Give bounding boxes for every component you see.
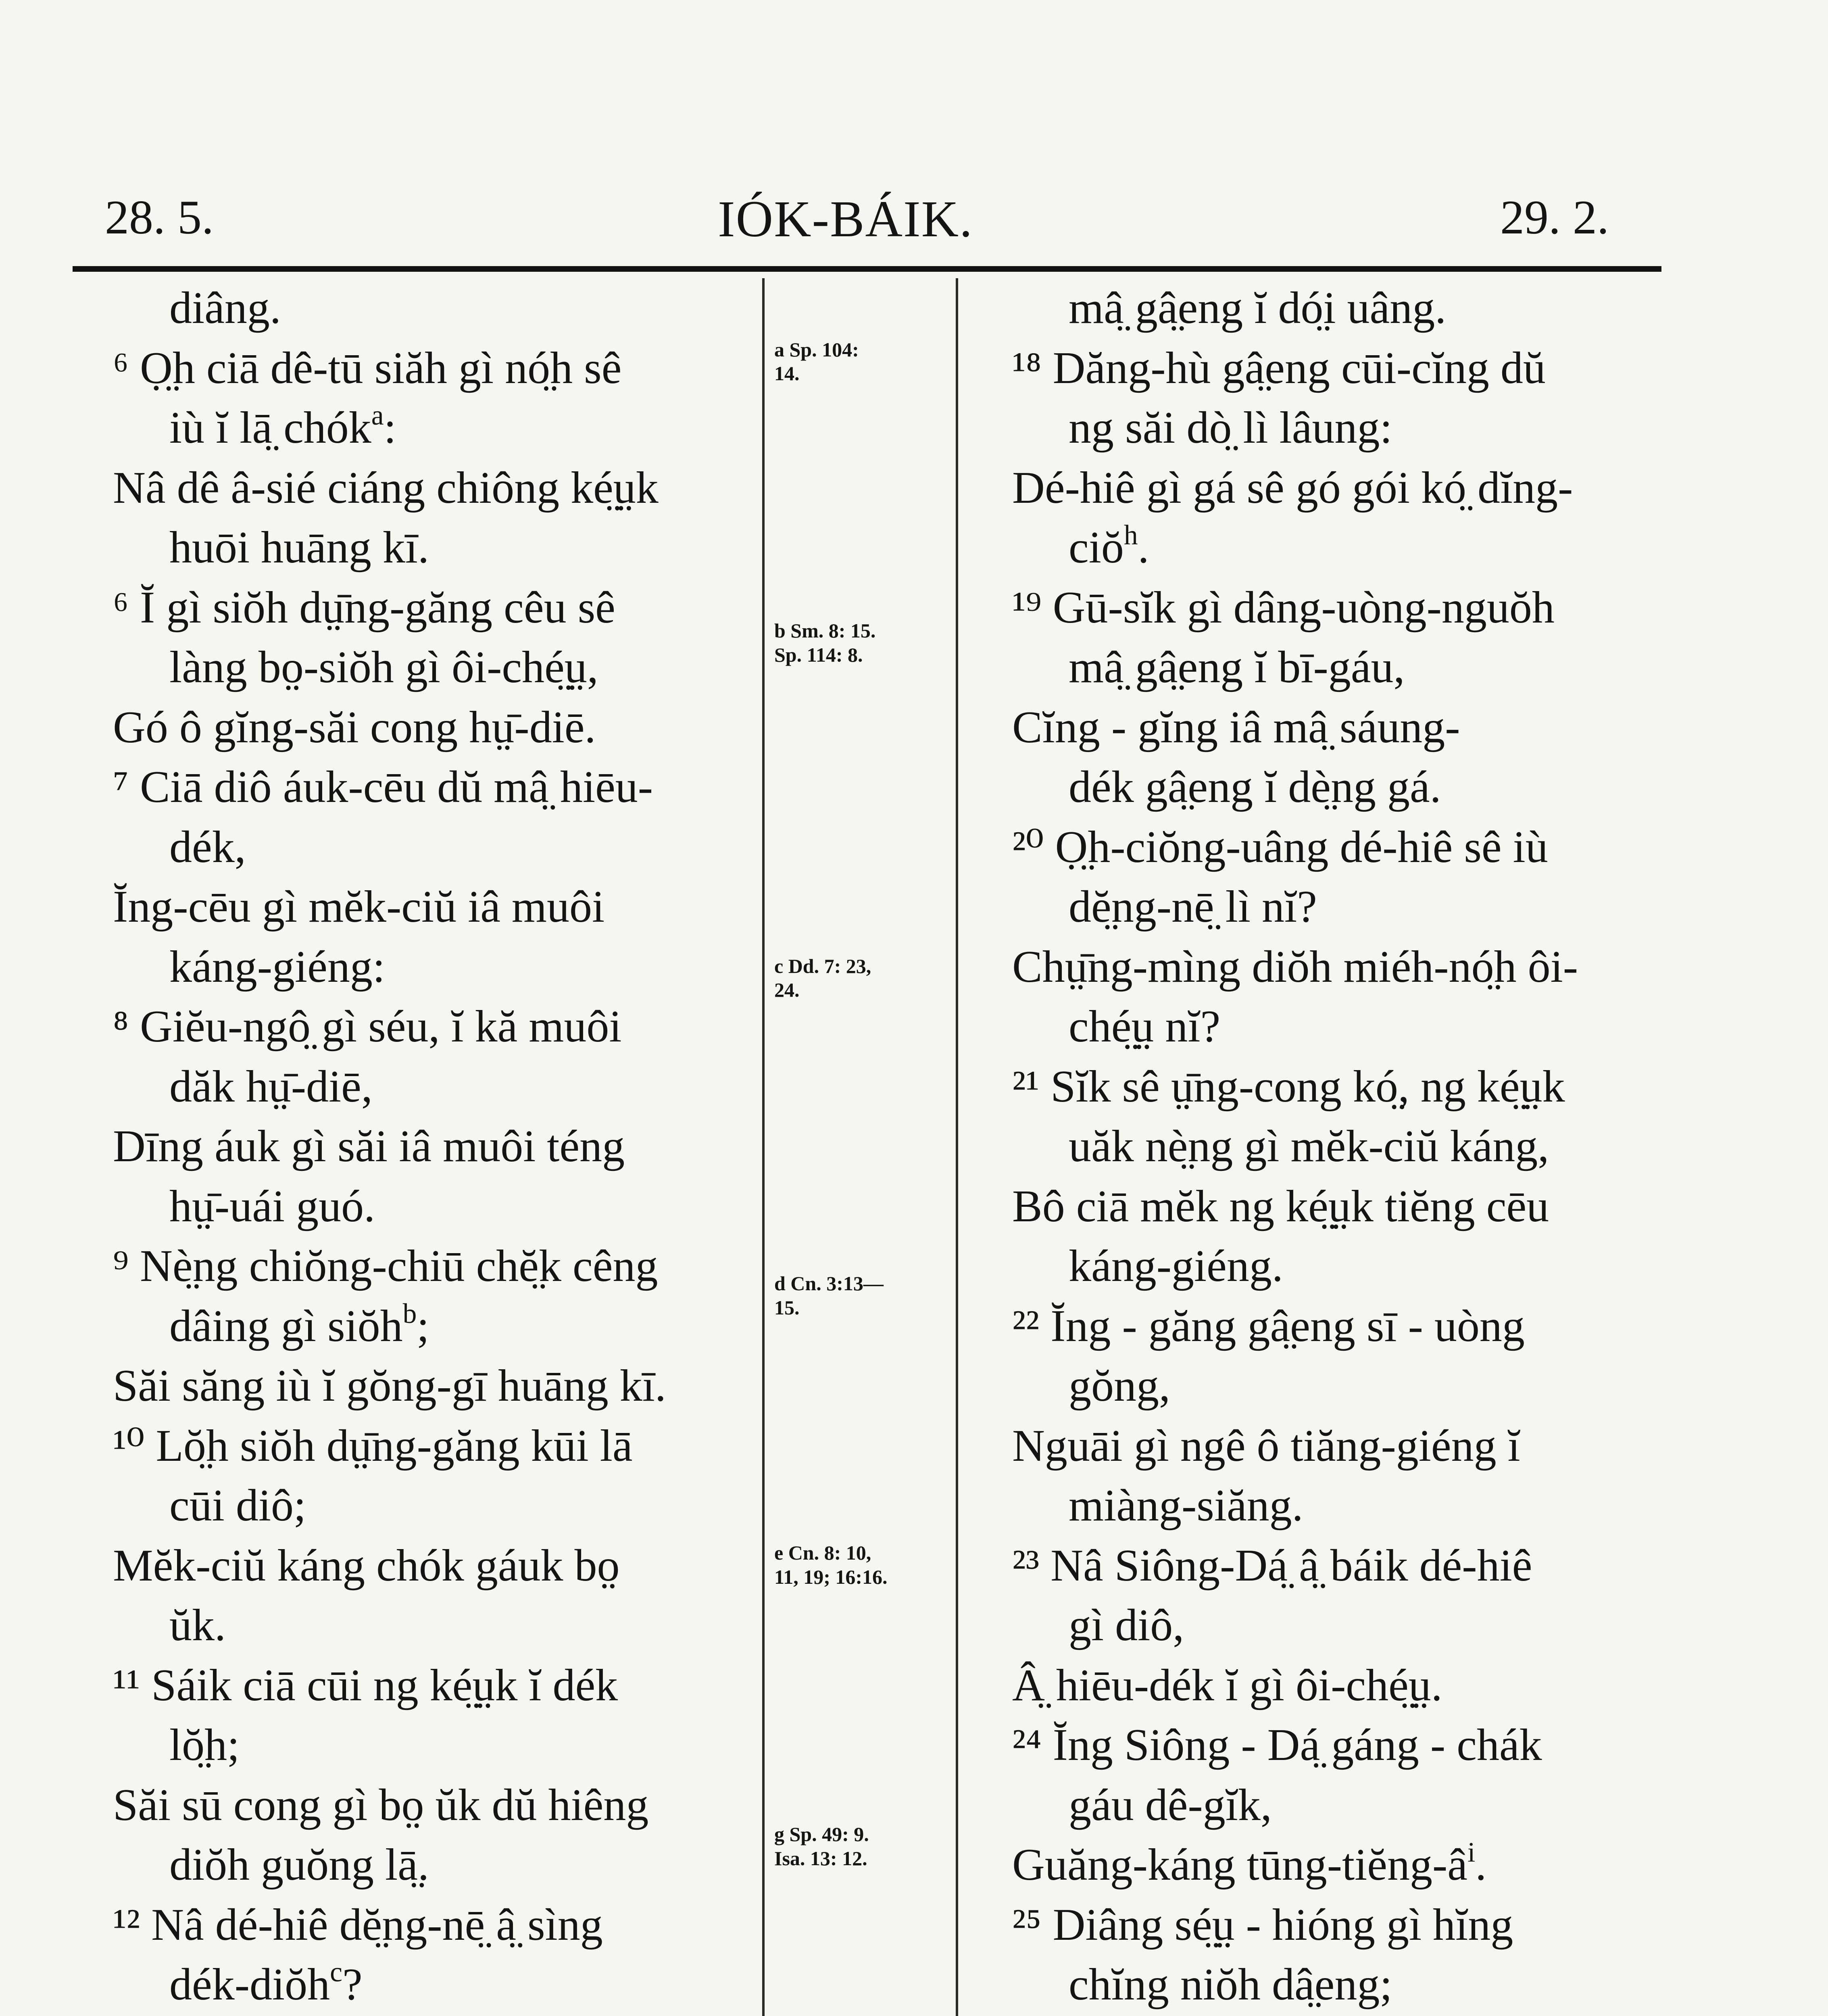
verse-text: ⁶ Ĭ gì siŏh dṳ̄ng-găng cêu sê <box>113 582 615 633</box>
left-column-line <box>113 398 766 458</box>
verse-text: ²⁰ Ọ̤h-ciŏng-uâng dé-hiê sê iù <box>1012 822 1548 872</box>
left-column-line <box>113 578 766 638</box>
right-column-line <box>1012 1775 1674 1835</box>
cross-reference: b Sm. 8: 15. <box>774 619 876 642</box>
verse-text: huōi huāng kī. <box>169 523 429 573</box>
right-column-line <box>1012 458 1674 518</box>
cross-reference: a Sp. 104: <box>774 338 859 361</box>
verse-text: gáu dê-gĭk, <box>1069 1780 1272 1830</box>
right-column-line <box>1012 1715 1674 1775</box>
footnote-marker: h <box>1123 519 1138 551</box>
verse-text: ⁸ Giĕu-ngô̤ gì séu, ĭ kă muôi <box>113 1002 622 1052</box>
left-text-column <box>113 278 766 2016</box>
verse-text: ¹¹ Sáik ciā cūi ng ké̤ṳk ĭ dék <box>113 1660 618 1710</box>
cross-reference: 15. <box>774 1296 800 1319</box>
verse-text: ¹⁸ Dăng-hù gâ̤eng cūi-cĭng dŭ <box>1012 343 1546 393</box>
left-column-line <box>113 1955 766 2015</box>
right-column-line <box>1012 338 1674 398</box>
verse-text: ²⁵ Diâng sé̤ṳ - hióng gì hĭng <box>1012 1899 1513 1950</box>
cross-reference: Isa. 13: 12. <box>774 1847 867 1870</box>
right-column-line <box>1012 1476 1674 1536</box>
left-column-line <box>113 1116 766 1177</box>
right-column-line <box>1012 1536 1674 1596</box>
right-column-line <box>1012 817 1674 877</box>
verse-text: ŭk. <box>169 1600 226 1650</box>
verse-text: ⁶ Ọ̤h ciā dê-tū siăh gì nó̤h sê <box>113 343 622 393</box>
verse-text: ¹² Nâ dé-hiê dĕ̤ng-nē̤ â̤ sìng <box>113 1899 603 1950</box>
verse-text-tail: . <box>1138 523 1149 573</box>
verse-text: hṳ̄-uái guó. <box>169 1181 375 1231</box>
verse-text: dék gâ̤eng ĭ dè̤ng gá. <box>1069 762 1441 812</box>
verse-text-tail: ; <box>417 1301 429 1351</box>
verse-text: dâing gì siŏh <box>169 1301 403 1351</box>
verse-text: mâ̤ gâ̤eng ĭ dó̤i uâng. <box>1069 283 1447 333</box>
right-column-line <box>1012 578 1674 638</box>
left-column-line <box>113 1835 766 1895</box>
running-head-left-reference: 28. 5. <box>105 190 214 244</box>
left-column-line <box>113 698 766 758</box>
footnote-marker: c <box>330 1956 342 1988</box>
verse-text-tail: : <box>384 403 396 453</box>
right-text-column <box>1012 278 1674 2016</box>
verse-text: uăk nè̤ng gì mĕk-ciŭ káng, <box>1069 1121 1549 1171</box>
left-column-line <box>113 458 766 518</box>
verse-text: ²² Ĭng - găng gâ̤eng sī - uòng <box>1012 1301 1525 1351</box>
verse-text: iù ĭ lā̤ chók <box>169 403 371 453</box>
left-column-line <box>113 1595 766 1656</box>
verse-text: Nguāi gì ngê ô tiăng-giéng ĭ <box>1012 1420 1520 1471</box>
verse-text: Dīng áuk gì săi iâ muôi téng <box>113 1121 625 1171</box>
verse-text: ¹⁹ Gū-sĭk gì dâng-uòng-nguŏh <box>1012 582 1555 633</box>
right-column-line <box>1012 1236 1674 1296</box>
right-column-line <box>1012 1895 1674 1955</box>
right-column-line <box>1012 1835 1674 1895</box>
verse-text: káng-giéng. <box>1069 1241 1283 1291</box>
left-column-line <box>113 1177 766 1237</box>
left-column-line <box>113 1775 766 1835</box>
verse-text: gì diô, <box>1069 1600 1184 1650</box>
left-column-line <box>113 1416 766 1476</box>
left-column-line <box>113 1715 766 1775</box>
left-column-line <box>113 2015 766 2016</box>
running-head-right-reference: 29. 2. <box>1500 190 1609 244</box>
verse-text: ⁷ Ciā diô áuk-cēu dŭ mâ̤ hiēu- <box>113 762 653 812</box>
right-column-line <box>1012 937 1674 997</box>
running-head-book-title: IÓK-BÁIK. <box>718 190 973 248</box>
left-column-line <box>113 518 766 578</box>
right-column-line <box>1012 518 1674 578</box>
right-column-line <box>1012 1356 1674 1416</box>
verse-text: lŏ̤h; <box>169 1720 240 1770</box>
footnote-marker: a <box>371 400 384 431</box>
right-column-line <box>1012 1296 1674 1356</box>
header-rule <box>73 266 1661 272</box>
right-column-line <box>1012 637 1674 698</box>
cross-reference: 24. <box>774 979 800 1001</box>
verse-text: dĕ̤ng-nē̤ lì nĭ? <box>1069 882 1317 932</box>
right-column-line <box>1012 757 1674 817</box>
left-column-line <box>113 757 766 817</box>
verse-text-tail: . <box>1475 1840 1487 1890</box>
cross-reference: g Sp. 49: 9. <box>774 1823 869 1845</box>
left-column-line <box>113 1296 766 1356</box>
verse-text: Gó ô gĭng-săi cong hṳ̄-diē. <box>113 702 596 752</box>
verse-text: Bô ciā mĕk ng ké̤ṳk tiĕng cēu <box>1012 1181 1549 1231</box>
verse-text: chĭng niŏh dâ̤eng; <box>1069 1960 1392 2010</box>
verse-text: ché̤ṳ nĭ? <box>1069 1002 1221 1052</box>
verse-text: Â̤ hiēu-dék ĭ gì ôi-ché̤ṳ. <box>1012 1660 1442 1710</box>
cross-reference: c Dd. 7: 23, <box>774 955 871 977</box>
verse-text: Dé-hiê gì gá sê gó gói kó̤ dĭng- <box>1012 462 1573 513</box>
right-column-line <box>1012 698 1674 758</box>
left-column-line <box>113 1895 766 1955</box>
verse-text: ²¹ Sĭk sê ṳ̄ng-cong kó̤, ng ké̤ṳk <box>1012 1061 1565 1112</box>
verse-text: Cĭng - gĭng iâ mâ̤ sáung- <box>1012 702 1460 752</box>
verse-text: Săi săng iù ĭ gŏng-gī huāng kī. <box>113 1361 666 1411</box>
right-column-line <box>1012 1057 1674 1117</box>
left-column-line <box>113 278 766 338</box>
cross-reference: Sp. 114: 8. <box>774 644 863 666</box>
right-column-line <box>1012 1955 1674 2015</box>
left-column-line <box>113 1236 766 1296</box>
left-column-line <box>113 997 766 1057</box>
right-column-line <box>1012 398 1674 458</box>
column-divider-left <box>762 278 765 2016</box>
left-column-line <box>113 1057 766 1117</box>
verse-text: Guăng-káng tūng-tiĕng-â <box>1012 1840 1467 1890</box>
verse-text: diŏh guŏng lā̤. <box>169 1840 429 1890</box>
verse-text: Mĕk-ciŭ káng chók gáuk bo̤̤ <box>113 1540 620 1591</box>
left-column-line <box>113 937 766 997</box>
cross-reference: 14. <box>774 362 800 385</box>
left-column-line <box>113 1536 766 1596</box>
right-column-line <box>1012 877 1674 937</box>
right-column-line <box>1012 278 1674 338</box>
left-column-line <box>113 1476 766 1536</box>
verse-text: dăk hṳ̄-diē, <box>169 1061 373 1112</box>
verse-text: làng bo̤̤-siŏh gì ôi-ché̤ṳ, <box>169 642 598 692</box>
verse-text: gŏng, <box>1069 1361 1170 1411</box>
verse-text: ²⁴ Ĭng Siông - Dá̤ gáng - chák <box>1012 1720 1542 1770</box>
right-column-line <box>1012 2015 1674 2016</box>
left-column-line <box>113 338 766 398</box>
footnote-marker: i <box>1467 1837 1476 1868</box>
verse-text: diâng. <box>169 283 281 333</box>
left-column-line <box>113 637 766 698</box>
verse-text: ²³ Nâ Siông-Dá̤ â̤ báik dé-hiê <box>1012 1540 1532 1591</box>
running-head <box>0 190 1828 266</box>
right-column-line <box>1012 1595 1674 1656</box>
verse-text: ⁹ Nè̤ng chiŏng-chiū chĕ̤k cêng <box>113 1241 658 1291</box>
verse-text: káng-giéng: <box>169 941 385 992</box>
verse-text: mâ̤ gâ̤eng ĭ bī-gáu, <box>1069 642 1405 692</box>
footnote-marker: b <box>402 1298 417 1329</box>
right-column-line <box>1012 1116 1674 1177</box>
right-column-line <box>1012 997 1674 1057</box>
cross-reference: e Cn. 8: 10, <box>774 1541 871 1564</box>
column-divider-right <box>956 278 958 2016</box>
verse-text: dék, <box>169 822 246 872</box>
verse-text: ¹⁰ Lŏ̤h siŏh dṳ̄ng-găng kūi lā <box>113 1420 633 1471</box>
verse-text: Ĭng-cēu gì mĕk-ciŭ iâ muôi <box>113 882 605 932</box>
verse-text: cūi diô; <box>169 1481 306 1531</box>
right-column-line <box>1012 1416 1674 1476</box>
verse-text: ng săi dò̤ lì lâung: <box>1069 403 1392 453</box>
verse-text: Chṳ̄ng-mìng diŏh miéh-nó̤h ôi- <box>1012 941 1578 992</box>
left-column-line <box>113 1656 766 1716</box>
verse-text: Nâ dê â-sié ciáng chiông ké̤ṳk <box>113 462 659 513</box>
right-column-line <box>1012 1177 1674 1237</box>
left-column-line <box>113 1356 766 1416</box>
cross-reference: d Cn. 3:13— <box>774 1272 884 1295</box>
verse-text: miàng-siăng. <box>1069 1481 1303 1531</box>
verse-text: Săi sū cong gì bo̤̤ ŭk dŭ hiêng <box>113 1780 649 1830</box>
verse-text: dék-diŏh <box>169 1960 330 2010</box>
verse-text: ciŏ <box>1069 523 1124 573</box>
verse-text-tail: ? <box>342 1960 363 2010</box>
left-column-line <box>113 817 766 877</box>
left-column-line <box>113 877 766 937</box>
cross-reference: 11, 19; 16:16. <box>774 1566 888 1588</box>
right-column-line <box>1012 1656 1674 1716</box>
